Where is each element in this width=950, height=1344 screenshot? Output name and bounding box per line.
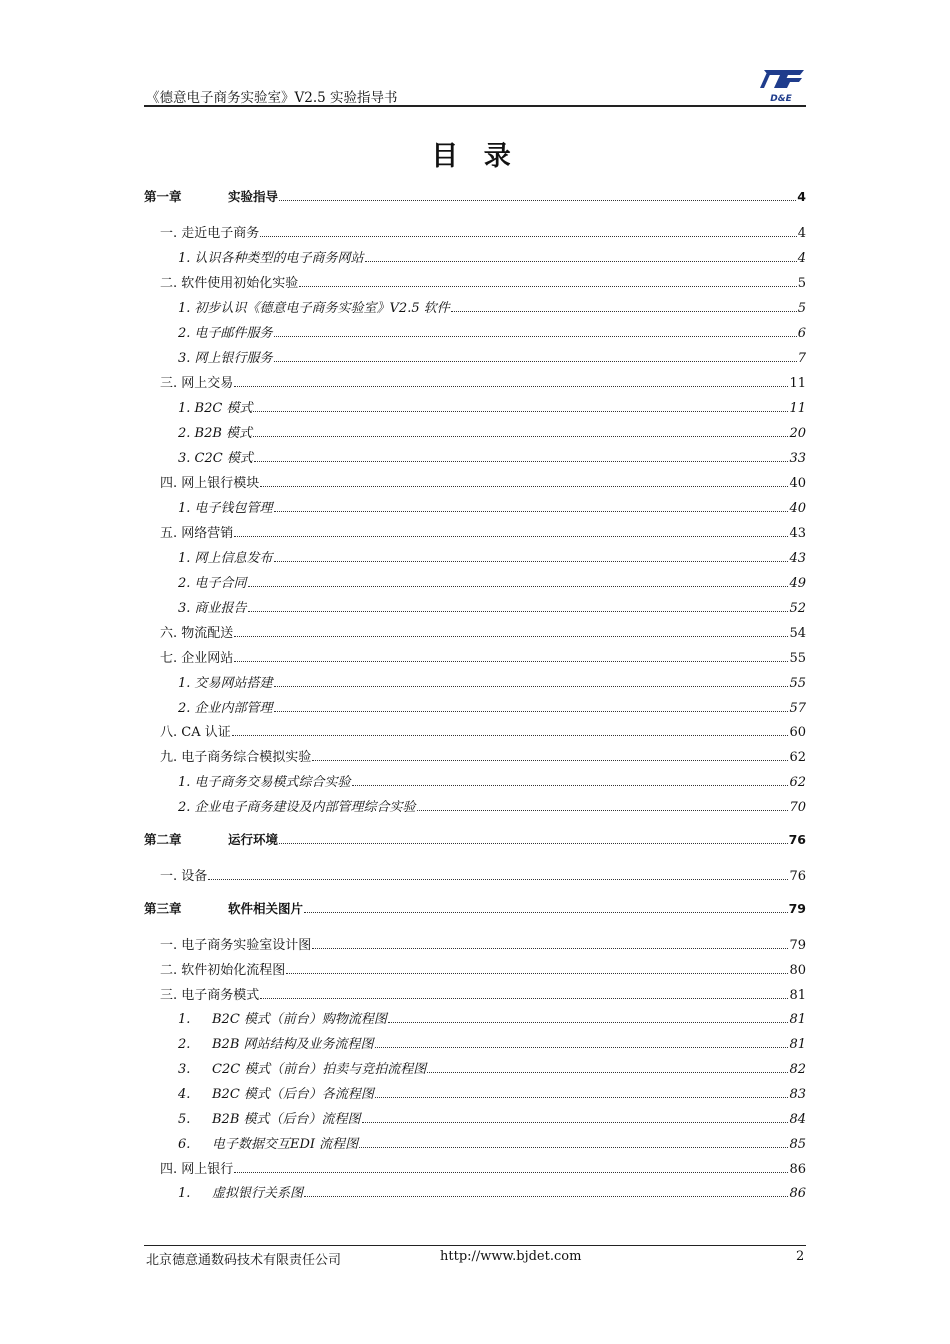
toc-entry-label [178, 1058, 426, 1077]
toc-entry[interactable] [160, 746, 806, 765]
toc-entry-text: 八. CA 认证 [160, 725, 231, 740]
toc-dot-leader [248, 586, 789, 587]
toc-entry-label [160, 865, 207, 884]
toc-entry-text: 一. 电子商务实验室设计图 [160, 938, 312, 953]
toc-dot-leader [274, 511, 789, 512]
toc-entry-page: 55 [789, 676, 806, 691]
toc-entry-page: 5 [797, 276, 806, 291]
toc-entry-label [144, 830, 278, 848]
toc-entry-text: 3. C2C 模式 [178, 451, 253, 466]
toc-entry-page: 84 [789, 1112, 806, 1127]
toc-dot-leader [312, 948, 788, 949]
toc-entry-label [178, 497, 273, 516]
toc-entry-label [178, 247, 364, 266]
toc-entry[interactable] [160, 472, 806, 491]
toc-entry[interactable] [178, 572, 806, 591]
company-logo [754, 66, 808, 104]
toc-entry-text: B2C 模式（后台）各流程图 [212, 1087, 374, 1102]
toc-entry[interactable] [178, 1008, 806, 1027]
toc-entry-label [178, 347, 273, 366]
toc-entry-label [160, 272, 298, 291]
toc-dot-leader [417, 810, 789, 811]
toc-entry-label [178, 796, 416, 815]
toc-dot-leader [359, 1147, 788, 1148]
toc-entry[interactable] [144, 187, 806, 205]
toc-entry-text: 1. B2C 模式 [178, 401, 253, 416]
toc-entry-text: 四. 网上银行 [160, 1162, 234, 1177]
toc-entry-label [178, 697, 273, 716]
toc-entry-page: 62 [789, 750, 806, 765]
toc-entry-label [160, 984, 259, 1003]
toc-entry-text: B2C 模式（前台）购物流程图 [212, 1012, 387, 1027]
toc-entry[interactable] [178, 1058, 806, 1077]
toc-entry[interactable] [178, 1108, 806, 1127]
header-rule [144, 105, 806, 107]
toc-entry-text: 1. 电子钱包管理 [178, 501, 273, 516]
toc-entry-text: 虚拟银行关系图 [212, 1186, 304, 1201]
toc-entry-page: 85 [789, 1137, 806, 1152]
toc-entry-page: 52 [789, 601, 806, 616]
toc-entry-text: 3. 网上银行服务 [178, 351, 273, 366]
toc-entry-page: 33 [789, 451, 806, 466]
toc-entry-page: 81 [789, 1037, 806, 1052]
toc-entry-number: 5. [178, 1112, 191, 1127]
toc-entry-page: 55 [789, 651, 806, 666]
toc-entry-page: 76 [789, 869, 806, 884]
footer-page-number: 2 [796, 1249, 805, 1264]
toc-entry-page: 49 [789, 576, 806, 591]
toc-entry[interactable] [178, 422, 806, 441]
toc-entry-label [178, 547, 273, 566]
toc-entry[interactable] [178, 547, 806, 566]
toc-entry-page: 76 [788, 832, 806, 847]
toc-entry-page: 81 [789, 1012, 806, 1027]
toc-entry[interactable] [178, 697, 806, 716]
toc-dot-leader [279, 843, 788, 844]
toc-entry-text: 六. 物流配送 [160, 626, 234, 641]
toc-entry-label [144, 187, 278, 205]
toc-entry-label [160, 959, 285, 978]
toc-entry[interactable] [160, 272, 806, 291]
toc-entry-text: 一. 设备 [160, 869, 208, 884]
toc-entry-page: 40 [789, 501, 806, 516]
toc-entry[interactable] [160, 934, 806, 953]
toc-entry-page: 6 [797, 326, 806, 341]
toc-dot-leader [427, 1072, 788, 1073]
toc-entry-page: 81 [789, 988, 806, 1003]
toc-entry-label [160, 622, 233, 641]
toc-entry-number: 2. [178, 1037, 191, 1052]
toc-entry-text: 3. 商业报告 [178, 601, 247, 616]
toc-entry-text: 电子数据交互EDI 流程图 [212, 1137, 359, 1152]
toc-entry[interactable] [160, 721, 806, 740]
toc-entry-text: 九. 电子商务综合模拟实验 [160, 750, 312, 765]
toc-entry-label [144, 899, 303, 917]
toc-entry-page: 4 [797, 189, 806, 204]
toc-dot-leader [248, 611, 789, 612]
toc-entry-number: 6. [178, 1137, 191, 1152]
toc-entry-text: 一. 走近电子商务 [160, 226, 260, 241]
toc-entry-page: 7 [797, 351, 806, 366]
toc-entry-page: 20 [789, 426, 806, 441]
toc-entry-page: 83 [789, 1087, 806, 1102]
toc-entry-page: 43 [789, 551, 806, 566]
toc-entry-page: 43 [789, 526, 806, 541]
toc-entry[interactable] [178, 796, 806, 815]
toc-entry-page: 79 [789, 938, 806, 953]
toc-entry-text: 2. 企业内部管理 [178, 701, 273, 716]
toc-entry[interactable] [178, 397, 806, 416]
toc-dot-leader [274, 561, 789, 562]
toc-entry-label [178, 447, 253, 466]
toc-dot-leader [274, 361, 797, 362]
toc-entry[interactable] [160, 622, 806, 641]
toc-entry[interactable] [160, 984, 806, 1003]
toc-dot-leader [234, 636, 788, 637]
toc-dot-leader [254, 461, 789, 462]
toc-entry-label [160, 372, 233, 391]
toc-entry-label [178, 597, 247, 616]
toc-entry-number: 4. [178, 1087, 191, 1102]
footer-url[interactable]: http://www.bjdet.com [440, 1249, 582, 1264]
toc-entry-label [160, 222, 259, 241]
toc-entry[interactable] [178, 497, 806, 516]
toc-entry-text: 2. 电子合同 [178, 576, 247, 591]
footer-company: 北京德意通数码技术有限责任公司 [146, 1253, 342, 1268]
toc-entry-text: 1. 网上信息发布 [178, 551, 273, 566]
toc-entry-page: 86 [789, 1162, 806, 1177]
toc-dot-leader [234, 536, 788, 537]
page-title: 目 录 [431, 141, 519, 172]
toc-entry[interactable] [144, 830, 806, 848]
toc-entry-label [160, 1158, 233, 1177]
toc-entry-number: 1. [178, 1012, 191, 1027]
toc-entry-text: 2. 企业电子商务建设及内部管理综合实验 [178, 800, 416, 815]
toc-entry[interactable] [178, 247, 806, 266]
toc-entry-label [160, 721, 231, 740]
toc-dot-leader [234, 1172, 788, 1173]
header-title: 《德意电子商务实验室》V2.5 实验指导书 [146, 90, 398, 106]
toc-dot-leader [274, 336, 797, 337]
toc-entry-page: 79 [788, 901, 806, 916]
toc-entry-page: 54 [789, 626, 806, 641]
toc-dot-leader [260, 236, 796, 237]
toc-entry-text: B2B 网站结构及业务流程图 [212, 1037, 374, 1052]
toc-entry[interactable] [160, 647, 806, 666]
toc-entry[interactable] [178, 1033, 806, 1052]
toc-entry-label [160, 647, 233, 666]
toc-dot-leader [274, 711, 789, 712]
toc-entry-number: 第三章 [144, 901, 182, 916]
toc-entry-page: 40 [789, 476, 806, 491]
toc-entry[interactable] [178, 322, 806, 341]
toc-entry-text: 运行环境 [228, 832, 279, 847]
toc-entry[interactable] [178, 1083, 806, 1102]
toc-dot-leader [232, 735, 789, 736]
toc-dot-leader [451, 311, 797, 312]
toc-entry[interactable] [160, 959, 806, 978]
toc-entry[interactable] [178, 347, 806, 366]
toc-entry-label [178, 422, 252, 441]
toc-entry-label [178, 672, 273, 691]
toc-entry-text: 三. 电子商务模式 [160, 988, 260, 1003]
toc-entry-label [160, 746, 311, 765]
toc-entry-page: 62 [789, 775, 806, 790]
toc-entry-text: 实验指导 [228, 189, 279, 204]
toc-entry-label [178, 1008, 387, 1027]
toc-dot-leader [253, 436, 788, 437]
toc-entry[interactable] [178, 597, 806, 616]
toc-entry-text: 1. 初步认识《德意电子商务实验室》V2.5 软件 [178, 301, 450, 316]
toc-entry-page: 4 [797, 251, 806, 266]
toc-dot-leader [375, 1097, 789, 1098]
toc-entry-label [160, 472, 259, 491]
toc-entry-page: 86 [789, 1186, 806, 1201]
toc-dot-leader [312, 760, 788, 761]
toc-entry-number: 第一章 [144, 189, 182, 204]
toc-entry-label [178, 572, 247, 591]
toc-dot-leader [260, 998, 788, 999]
toc-entry-label [178, 1033, 374, 1052]
toc-dot-leader [234, 661, 788, 662]
toc-entry-text: 二. 软件使用初始化实验 [160, 276, 299, 291]
toc-entry-page: 4 [797, 226, 806, 241]
toc-dot-leader [279, 200, 796, 201]
toc-entry-label [178, 1108, 361, 1127]
toc-entry-number: 1. [178, 1186, 191, 1201]
toc-entry[interactable] [178, 672, 806, 691]
toc-dot-leader [253, 411, 788, 412]
toc-entry-label [178, 1083, 374, 1102]
toc-entry[interactable] [144, 899, 806, 917]
toc-entry-page: 57 [789, 701, 806, 716]
toc-dot-leader [304, 912, 788, 913]
toc-entry-text: B2B 模式（后台）流程图 [212, 1112, 361, 1127]
toc-entry-text: 1. 电子商务交易模式综合实验 [178, 775, 351, 790]
toc-entry-page: 70 [789, 800, 806, 815]
toc-entry[interactable] [160, 1158, 806, 1177]
footer-rule [144, 1245, 806, 1246]
toc-dot-leader [388, 1022, 789, 1023]
toc-entry-text: 七. 企业网站 [160, 651, 234, 666]
toc-entry-number: 3. [178, 1062, 191, 1077]
toc-entry-text: 四. 网上银行模块 [160, 476, 260, 491]
toc-dot-leader [234, 386, 788, 387]
toc-entry-text: C2C 模式（前台）拍卖与竞拍流程图 [212, 1062, 427, 1077]
toc-entry-label [160, 934, 311, 953]
toc-entry-text: 1. 交易网站搭建 [178, 676, 273, 691]
toc-entry-label [178, 1133, 358, 1152]
toc-entry-label [160, 522, 233, 541]
toc-entry-label [178, 322, 273, 341]
toc-entry-text: 2. B2B 模式 [178, 426, 253, 441]
toc-entry-text: 五. 网络营销 [160, 526, 234, 541]
toc-entry[interactable] [178, 771, 806, 790]
toc-entry[interactable] [160, 372, 806, 391]
toc-entry-text: 2. 电子邮件服务 [178, 326, 273, 341]
toc-entry[interactable] [178, 447, 806, 466]
toc-dot-leader [365, 261, 797, 262]
toc-dot-leader [299, 286, 796, 287]
toc-entry-label [178, 1182, 303, 1201]
toc-entry-text: 软件相关图片 [228, 901, 304, 916]
toc-entry-label [178, 297, 450, 316]
logo-text: D&E [770, 94, 792, 104]
toc-dot-leader [260, 486, 788, 487]
toc-entry[interactable] [160, 522, 806, 541]
toc-dot-leader [352, 785, 789, 786]
toc-entry[interactable] [160, 222, 806, 241]
toc-entry-page: 82 [789, 1062, 806, 1077]
toc-entry-number: 第二章 [144, 832, 182, 847]
toc-entry[interactable] [178, 297, 806, 316]
toc-entry[interactable] [178, 1133, 806, 1152]
toc-entry[interactable] [178, 1182, 806, 1201]
toc-entry-label [178, 771, 351, 790]
toc-entry-page: 11 [789, 401, 806, 416]
toc-entry-text: 三. 网上交易 [160, 376, 234, 391]
toc-entry-text: 二. 软件初始化流程图 [160, 963, 286, 978]
toc-entry-page: 5 [797, 301, 806, 316]
toc-entry[interactable] [160, 865, 806, 884]
toc-entry-page: 80 [789, 963, 806, 978]
toc-dot-leader [274, 686, 789, 687]
toc-dot-leader [208, 879, 788, 880]
toc-dot-leader [375, 1047, 789, 1048]
toc-dot-leader [362, 1122, 789, 1123]
toc-entry-page: 11 [789, 376, 806, 391]
toc-dot-leader [304, 1196, 788, 1197]
toc-entry-label [178, 397, 252, 416]
toc-dot-leader [286, 973, 788, 974]
toc-entry-page: 60 [789, 725, 806, 740]
toc-entry-text: 1. 认识各种类型的电子商务网站 [178, 251, 364, 266]
